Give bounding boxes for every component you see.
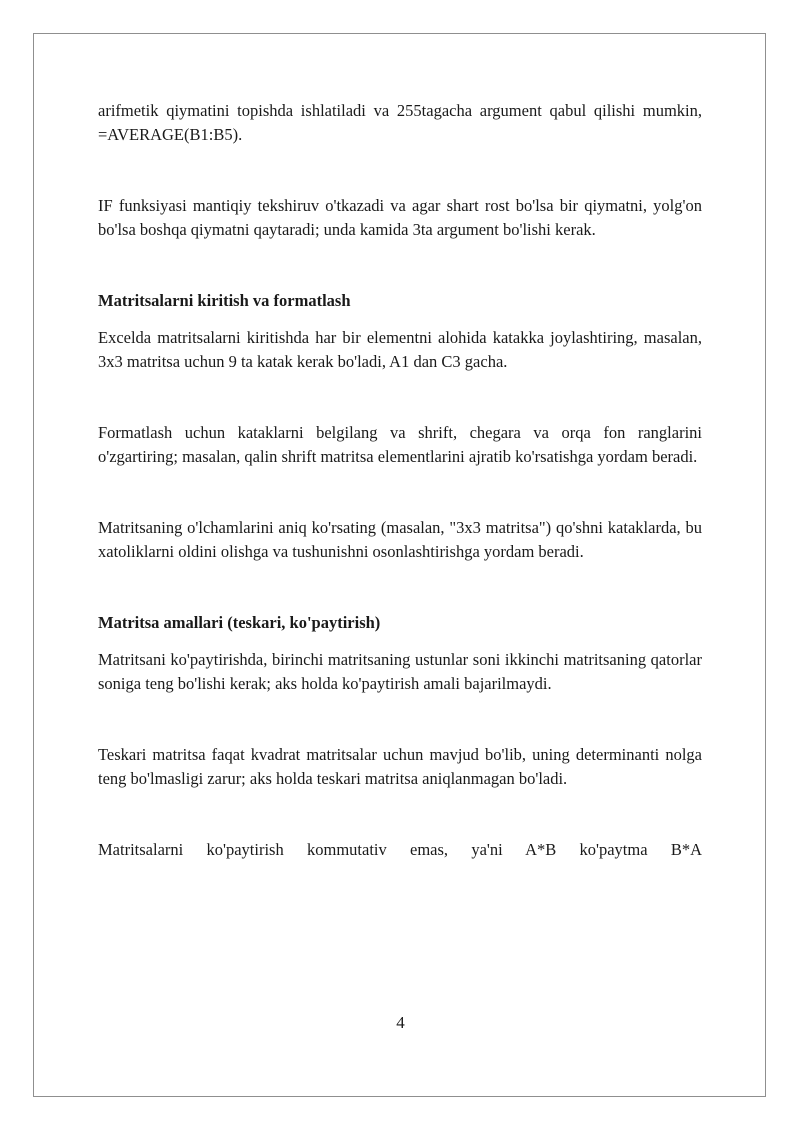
paragraph-if-function: IF funksiyasi mantiqiy tekshiruv o'tkazadi va agar shart rost bo'lsa bir qiymatni, yolg'on bo'lsa boshqa qiymatni qaytaradi; unda kamida 3ta argument bo'lishi kerak. bbox=[98, 196, 702, 239]
paragraph-dimensions: Matritsaning o'lchamlarini aniq ko'rsating (masalan, "3x3 matritsa") qo'shni kataklarda, bu xatoliklarni oldini olishga va tushunishni osonlashtirishga yordam beradi. bbox=[98, 518, 702, 561]
paragraph-commutative: Matritsalarni ko'paytirish kommutativ emas, ya'ni A*B ko'paytma B*A bbox=[98, 840, 702, 859]
heading-matrix-operations: Matritsa amallari (teskari, ko'paytirish) bbox=[98, 613, 381, 632]
page-number: 4 bbox=[396, 1013, 405, 1032]
paragraph-multiplication: Matritsani ko'paytirishda, birinchi matritsaning ustunlar soni ikkinchi matritsaning qatorlar soniga teng bo'lishi kerak; aks holda ko'paytirish amali bajarilmaydi. bbox=[98, 650, 702, 693]
heading-matrix-input: Matritsalarni kiritish va formatlash bbox=[98, 291, 351, 310]
paragraph-formatting: Formatlash uchun kataklarni belgilang va shrift, chegara va orqa fon ranglarini o'zgartiring; masalan, qalin shrift matritsa elementlarini ajratib ko'rsatishga yordam beradi. bbox=[98, 423, 702, 466]
page-content bbox=[98, 99, 702, 862]
paragraph-matrix-input: Excelda matritsalarni kiritishda har bir elementni alohida katakka joylashtiring, masalan, 3x3 matritsa uchun 9 ta katak kerak bo'ladi, A1 dan C3 gacha. bbox=[98, 328, 702, 371]
document-page bbox=[33, 33, 766, 1097]
paragraph-average: arifmetik qiymatini topishda ishlatiladi va 255tagacha argument qabul qilishi mumkin, =AVERAGE(B1:B5). bbox=[98, 101, 702, 144]
paragraph-inverse: Teskari matritsa faqat kvadrat matritsalar uchun mavjud bo'lib, uning determinanti nolga teng bo'lmasligi zarur; aks holda teskari matritsa aniqlanmagan bo'ladi. bbox=[98, 745, 702, 788]
